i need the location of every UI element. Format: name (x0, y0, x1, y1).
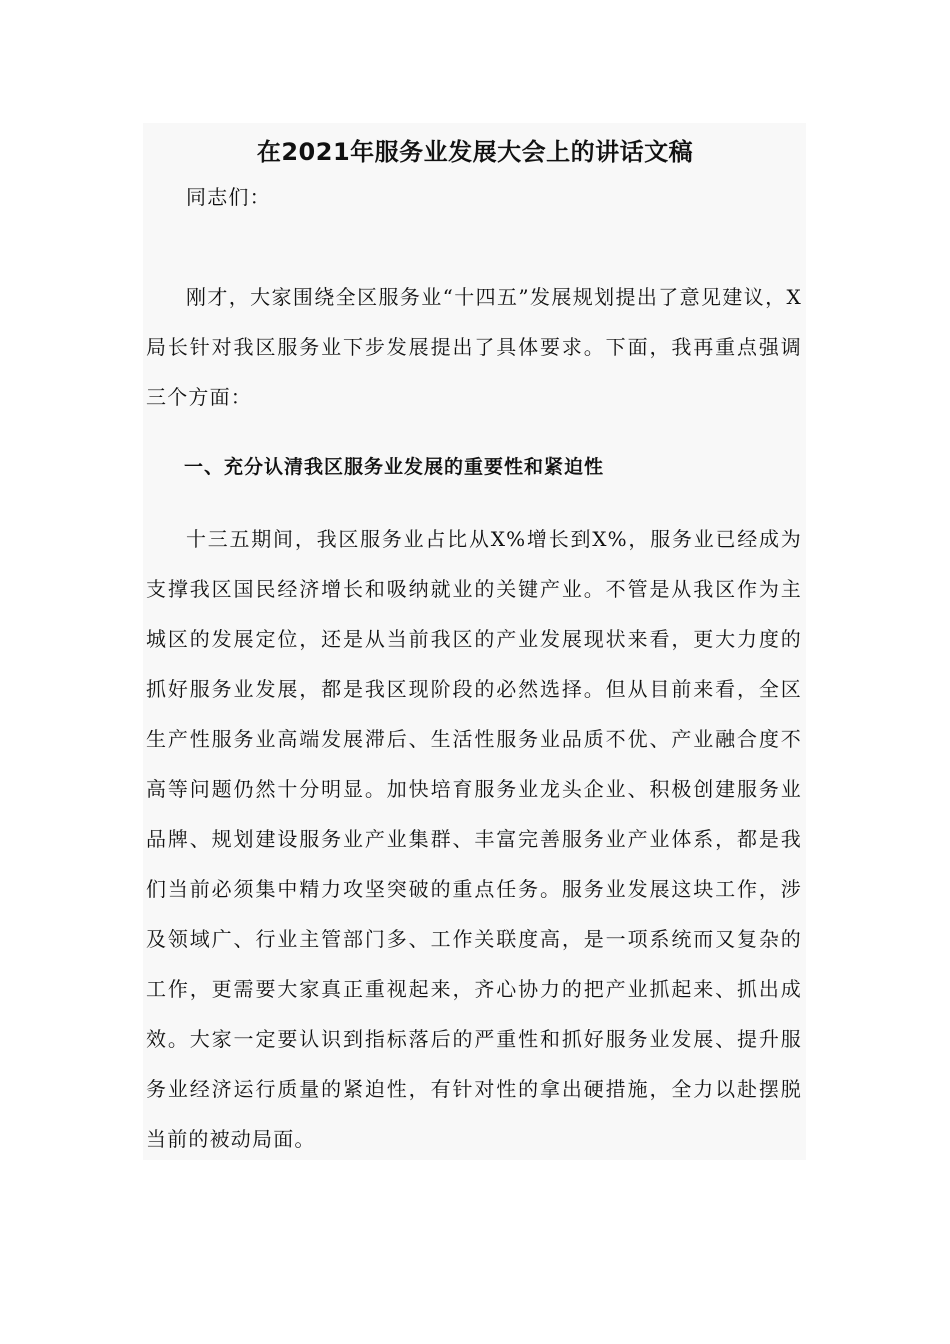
paragraph-intro: 刚才，大家围绕全区服务业“十四五”发展规划提出了意见建议，X局长针对我区服务业下步发展提出了具体要求。下面，我再重点强调三个方面： (146, 285, 802, 409)
document-title: 在2021年服务业发展大会上的讲话文稿 (256, 138, 694, 166)
section-heading: 一、充分认清我区服务业发展的重要性和紧迫性 (184, 456, 605, 478)
paragraph-body: 十三五期间，我区服务业占比从X%增长到X%，服务业已经成为支撑我区国民经济增长和吸纳就业的关键产业。不管是从我区作为主城区的发展定位，还是从当前我区的产业发展现状来看，更大力度的抓好服务业发展，都是我区现阶段的必然选择。但从目前来看，全区生产性服务业高端发展滞后、生活性服务业品质不优、产业融合度不高等问题仍然十分明显。加快培育服务业龙头企业、积极创建服务业品牌、规划建设服务业产业集群、丰富完善服务业产业体系，都是我们当前必须集中精力攻坚突破的重点任务。服务业发展这块工作，涉及领域广、行业主管部门多、工作关联度高，是一项系统而又复杂的工作，更需要大家真正重视起来，齐心协力的把产业抓起来、抓出成效。大家一定要认识到指标落后的严重性和抓好服务业发展、提升服务业经济运行质量的紧迫性，有针对性的拿出硬措施，全力以赴摆脱当前的被动局面。 (146, 527, 802, 1151)
greeting: 同志们： (186, 185, 271, 209)
